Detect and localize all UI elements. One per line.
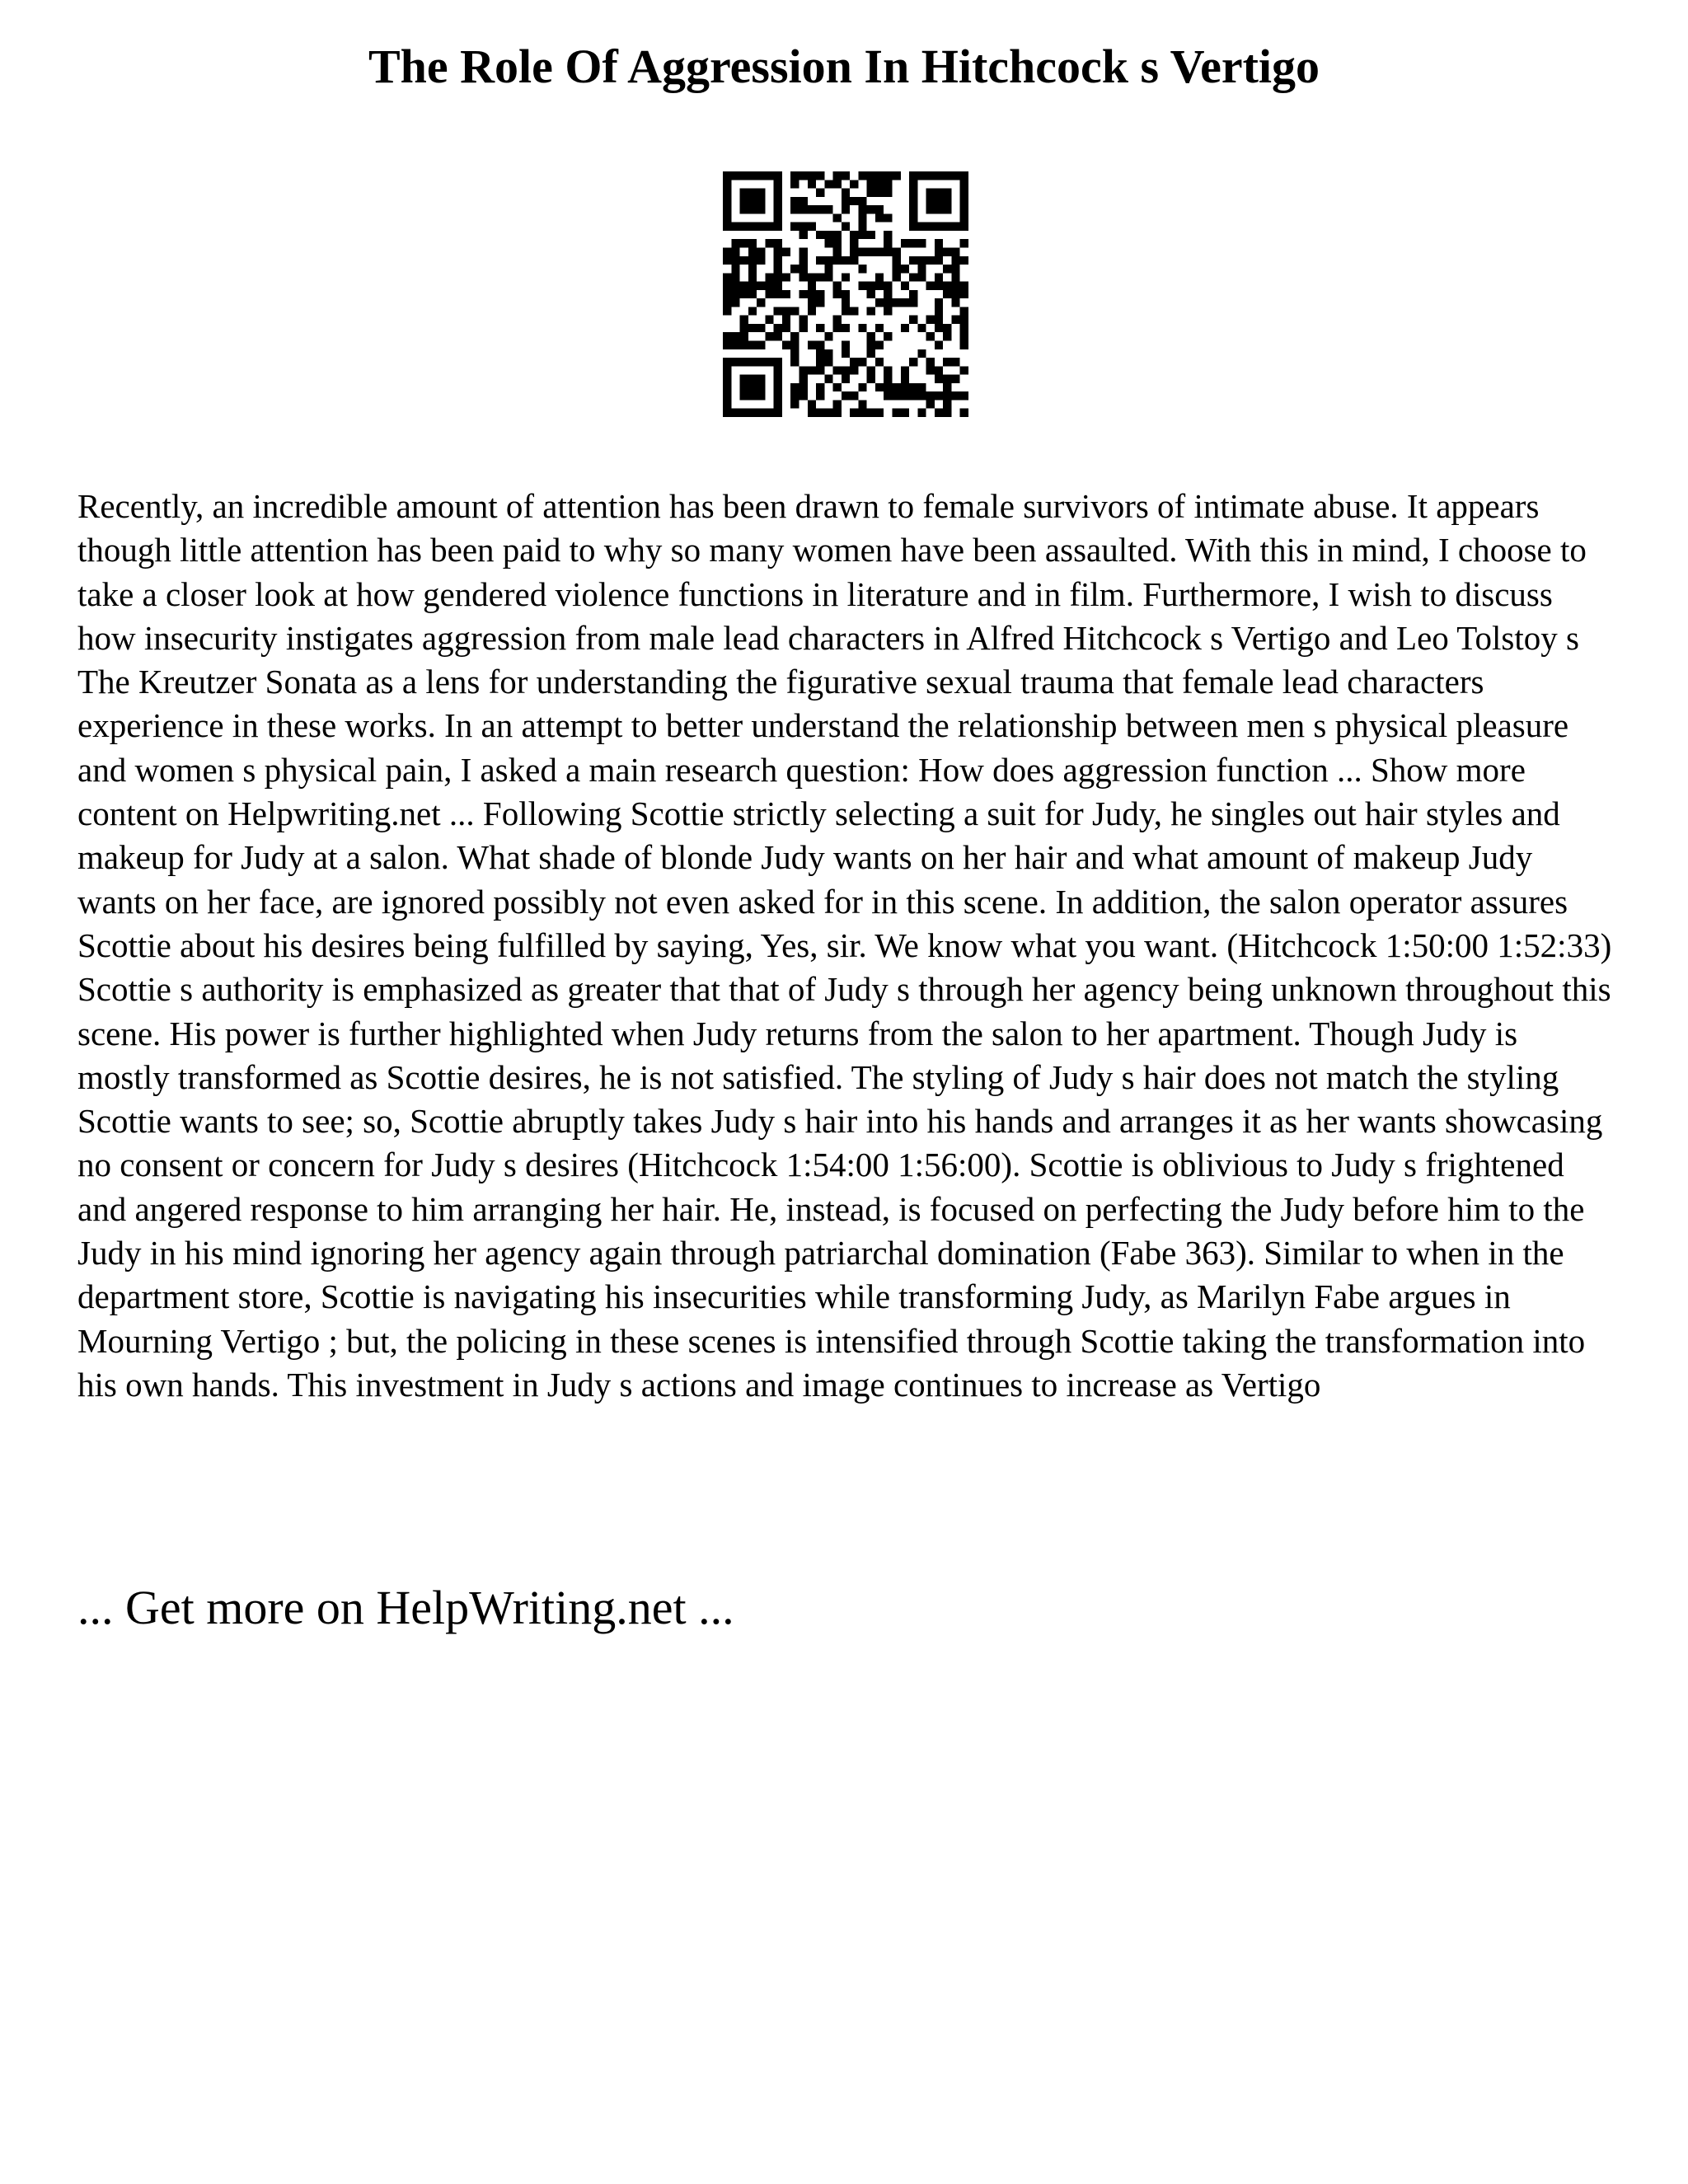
get-more-link[interactable]: ... Get more on HelpWriting.net ... <box>77 1581 734 1634</box>
document-body: Recently, an incredible amount of attention has been drawn to female survivors of intimate abuse. It appears though little attention has been paid to why so many women have been assaulted. With this in mind, I choose to take a closer look at how gendered violence functions in literature and in film. Furthermore, I wish to discuss how insecurity instigates aggression from male lead characters in Alfred Hitchcock s Vertigo and Leo Tolstoy s The Kreutzer Sonata as a lens for understanding the figurative sexual trauma that female lead characters experience in these works. In an attempt to better understand the relationship between men s physical pleasure and women s physical pain, I asked a main research question: How does aggression function ... Show more content on Helpwriting.net ... Following Scottie strictly selecting a suit for Judy, he singles out hair styles and makeup for Judy at a salon. What shade of blonde Judy wants on her hair and what amount of makeup Judy wants on her face, are ignored possibly not even asked for in this scene. In addition, the salon operator assures Scottie about his desires being fulfilled by saying, Yes, sir. We know what you want. (Hitchcock 1:50:00 1:52:33) Scottie s authority is emphasized as greater that that of Judy s through her agency being unknown throughout this scene. His power is further highlighted when Judy returns from the salon to her apartment. Though Judy is mostly transformed as Scottie desires, he is not satisfied. The styling of Judy s hair does not match the styling Scottie wants to see; so, Scottie abruptly takes Judy s hair into his hands and arranges it as her wants showcasing no consent or concern for Judy s desires (Hitchcock 1:54:00 1:56:00). Scottie is oblivious to Judy s frightened and angered response to him arranging her hair. He, instead, is focused on perfecting the Judy before him to the Judy in his mind ignoring her agency again through patriarchal domination (Fabe 363). Similar to when in the department store, Scottie is navigating his insecurities while transforming Judy, as Marilyn Fabe argues in Mourning Vertigo ; but, the policing in these scenes is intensified through Scottie taking the transformation into his own hands. This investment in Judy s actions and image continues to increase as Vertigo <box>77 487 1612 1404</box>
qr-code-icon[interactable] <box>723 171 968 417</box>
qr-code-graphic <box>723 171 968 417</box>
document-title: The Role Of Aggression In Hitchcock s Vertigo <box>368 40 1320 93</box>
